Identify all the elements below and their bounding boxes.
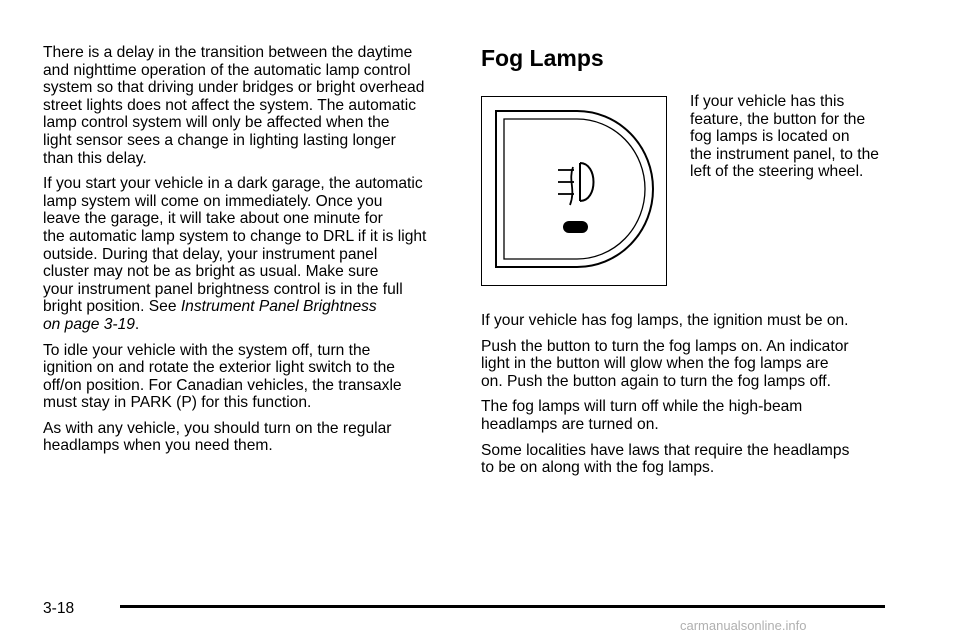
paragraph-push-button: Push the button to turn the fog lamps on. An indicator light in the button will glow when the fog lamps are on. Push the button again to turn the fog lamps off.	[481, 337, 849, 390]
paragraph-localities: Some localities have laws that require the headlamps to be on along with the fog lamps.	[481, 441, 850, 477]
left-column	[43, 44, 463, 463]
page-number: 3-18	[43, 600, 75, 617]
paragraph-lamp-delay: There is a delay in the transition between the daytime and nighttime operation of the automatic lamp control system so that driving under bridges or bright overhead street lights does not affect the system. The automatic lamp control system will only be affected when the light sensor sees a change in lighting lasting longer than this delay.	[43, 44, 425, 167]
footer-divider	[120, 605, 885, 608]
fog-lamp-button-illustration	[481, 96, 667, 286]
indicator-light	[563, 221, 588, 233]
figure-caption-text: If your vehicle has this feature, the button for the fog lamps is located on the instrument panel, to the left of the steering wheel.	[690, 93, 879, 181]
paragraph-idle-vehicle: To idle your vehicle with the system off, turn the ignition on and rotate the exterior light switch to the off/on position. For Canadian vehicles, the transaxle must stay in PARK (P) for this function.	[43, 341, 402, 412]
paragraph-dark-garage: If you start your vehicle in a dark garage, the automatic lamp system will come on immediately. Once you leave the garage, it will take about one minute for the automatic lamp system to change to DRL if it is light outside. During that delay, your instrument panel cluster may not be as bright as usual. Make sure your instrument panel brightness control is in the full bright position. See Instrument Panel Brightness on page 3-19.	[43, 175, 427, 333]
paragraph-high-beam: The fog lamps will turn off while the high-beam headlamps are turned on.	[481, 398, 803, 433]
right-column-body	[481, 312, 849, 485]
section-heading: Fog Lamps	[481, 45, 604, 71]
cross-reference-page-link[interactable]: on page 3-19	[43, 315, 135, 333]
paragraph-ignition-on: If your vehicle has fog lamps, the ignition must be on.	[481, 312, 849, 329]
watermark: carmanualsonline.info	[680, 618, 807, 633]
cross-reference-link[interactable]: Instrument Panel Brightness	[180, 298, 377, 316]
fog-lamp-icon	[558, 163, 594, 205]
paragraph-regular-headlamps: As with any vehicle, you should turn on the regular headlamps when you need them.	[43, 419, 392, 455]
